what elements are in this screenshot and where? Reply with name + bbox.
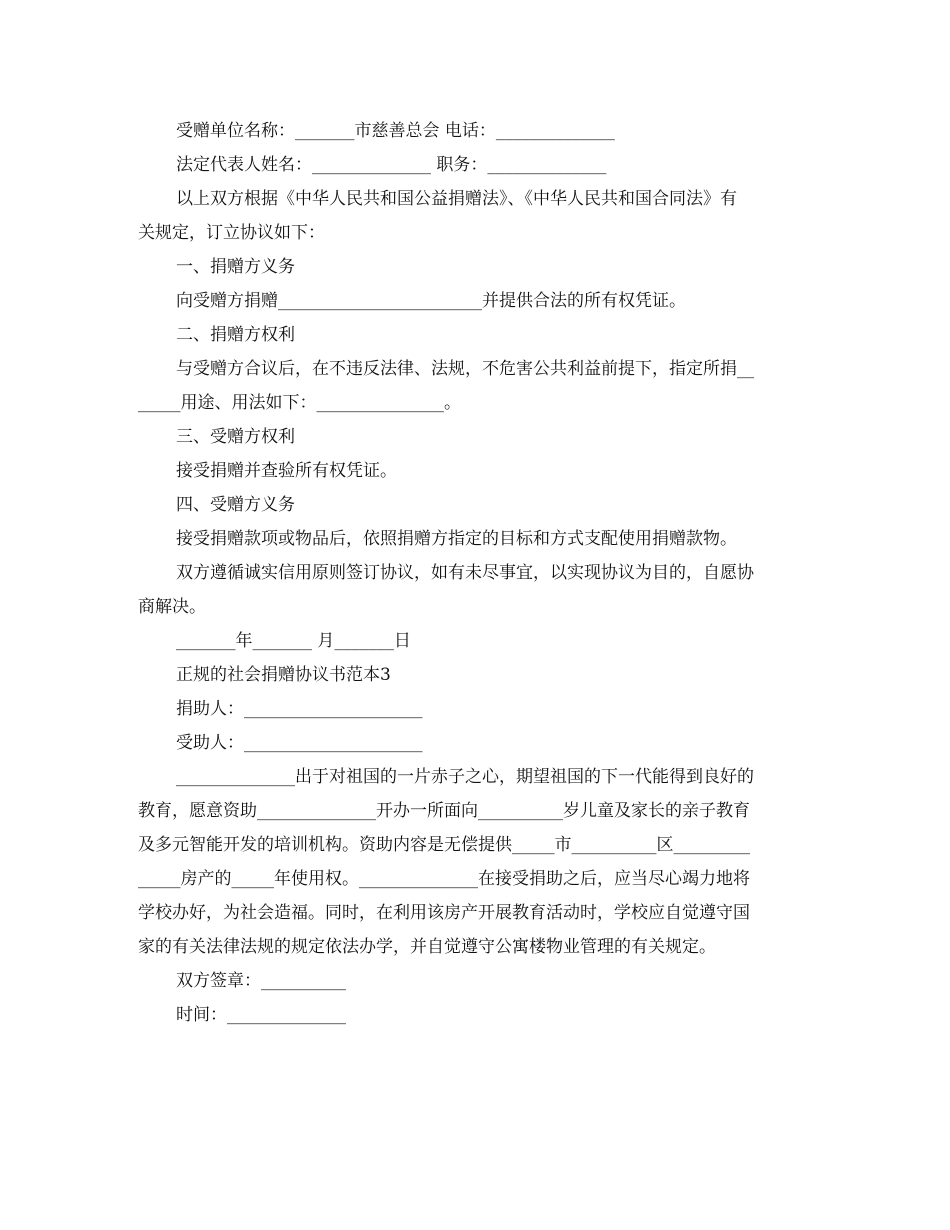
paragraph [138,284,814,318]
text-line: 三、受赠方权利 [176,427,295,447]
text-line: _______年_______ 月_______日 [176,631,411,651]
paragraph [138,148,814,182]
text-line: 以上双方根据《中华人民共和国公益捐赠法》、《中华人民共和国合同法》有 [176,189,737,209]
text-line: 法定代表人姓名：______________ 职务：______________ [176,155,607,175]
paragraph [138,624,814,658]
text-line: 双方遵循诚实信用原则签订协议，如有未尽事宜，以实现协议为目的，自愿协 [176,563,754,583]
text-line: 受助人：_____________________ [176,733,423,753]
text-line: 双方签章：__________ [176,971,346,991]
text-line: 接受捐赠款项或物品后，依照捐赠方指定的目标和方式支配使用捐赠款物。 [176,529,737,549]
paragraph [138,318,814,352]
text-line: 及多元智能开发的培训机构。资助内容是无偿提供_____市__________区_________ [138,835,750,855]
text-line: 关规定，订立协议如下： [138,223,325,243]
paragraph [138,352,814,420]
paragraph [138,726,814,760]
text-line: _____用途、用法如下：_______________。 [138,393,461,413]
text-line: 一、捐赠方义务 [176,257,295,277]
text-line: 与受赠方合议后，在不违反法律、法规，不危害公共利益前提下，指定所捐__ [176,359,754,379]
text-line: 学校办好，为社会造福。同时，在利用该房产开展教育活动时，学校应自觉遵守国 [138,903,750,923]
document-body [138,114,814,1032]
paragraph [138,998,814,1032]
paragraph [138,522,814,556]
paragraph [138,964,814,998]
paragraph [138,760,814,964]
paragraph [138,658,814,692]
text-line: 捐助人：_____________________ [176,699,423,719]
paragraph [138,556,814,624]
text-line: 受赠单位名称：_______市慈善总会 电话：______________ [176,121,615,141]
text-line: 四、受赠方义务 [176,495,295,515]
paragraph [138,692,814,726]
text-line: 家的有关法律法规的规定依法办学，并自觉遵守公寓楼物业管理的有关规定。 [138,937,716,957]
paragraph [138,454,814,488]
paragraph [138,250,814,284]
text-line: _____房产的_____年使用权。______________在接受捐助之后，应当尽心竭力地将 [138,869,750,889]
text-line: 接受捐赠并查验所有权凭证。 [176,461,397,481]
paragraph [138,114,814,148]
text-line: 正规的社会捐赠协议书范本3 [176,665,391,685]
text-line: ______________出于对祖国的一片赤子之心，期望祖国的下一代能得到良好的 [176,767,754,787]
text-line: 商解决。 [138,597,206,617]
text-line: 向受赠方捐赠________________________并提供合法的所有权凭证。 [176,291,686,311]
text-line: 二、捐赠方权利 [176,325,295,345]
text-line: 时间：______________ [176,1005,346,1025]
paragraph [138,420,814,454]
text-line: 教育，愿意资助______________开办一所面向__________岁儿童及家长的亲子教育 [138,801,750,821]
paragraph [138,182,814,250]
paragraph [138,488,814,522]
